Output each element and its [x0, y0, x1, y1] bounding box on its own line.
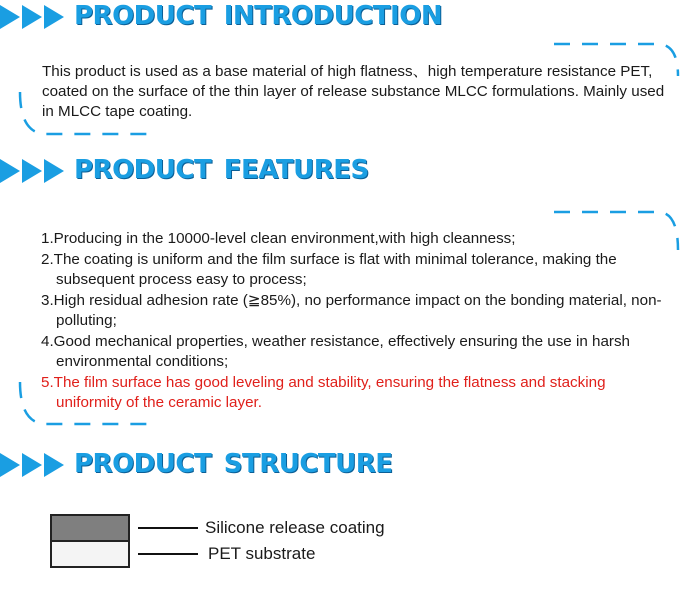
introduction-text: This product is used as a base material of high flatness、high temperature resistance PET, coated on the surface of the thin layer of release substance MLCC formulations. Mainly used in MLCC tape coating.: [42, 63, 665, 120]
list-item: 4.Good mechanical properties, weather resistance, effectively ensuring the use in harsh environmental conditions;: [41, 332, 630, 370]
decorative-dashed-arc: [14, 88, 154, 140]
features-title: PRODUCT FEATURES: [74, 155, 369, 185]
leader-line: [138, 553, 198, 555]
silicone-coating-layer: [50, 514, 130, 542]
structure-title: PRODUCT STRUCTURE: [74, 449, 393, 479]
features-header: [0, 154, 680, 188]
list-item: 2.The coating is uniform and the film surface is flat with minimal tolerance, making the subsequent process easy to process;: [41, 250, 617, 288]
introduction-title: PRODUCT INTRODUCTION: [74, 1, 443, 31]
triple-arrow-icon: [0, 154, 72, 188]
structure-header: [0, 448, 680, 482]
list-item: 3.High residual adhesion rate (≧85%), no performance impact on the bonding material, non-polluting;: [41, 291, 662, 329]
introduction-header: [0, 0, 680, 34]
triple-arrow-icon: [0, 448, 72, 482]
decorative-dashed-arc: [14, 378, 154, 430]
list-item: 1.Producing in the 10000-level clean environment,with high cleanness;: [41, 230, 516, 247]
list-item-highlight: 5.The film surface has good leveling and stability, ensuring the flatness and stacking uniformity of the ceramic layer.: [41, 373, 606, 411]
silicone-coating-label: Silicone release coating: [205, 518, 385, 537]
leader-line: [138, 527, 198, 529]
pet-substrate-layer: [50, 540, 130, 568]
pet-substrate-label: PET substrate: [208, 544, 316, 563]
triple-arrow-icon: [0, 0, 72, 34]
